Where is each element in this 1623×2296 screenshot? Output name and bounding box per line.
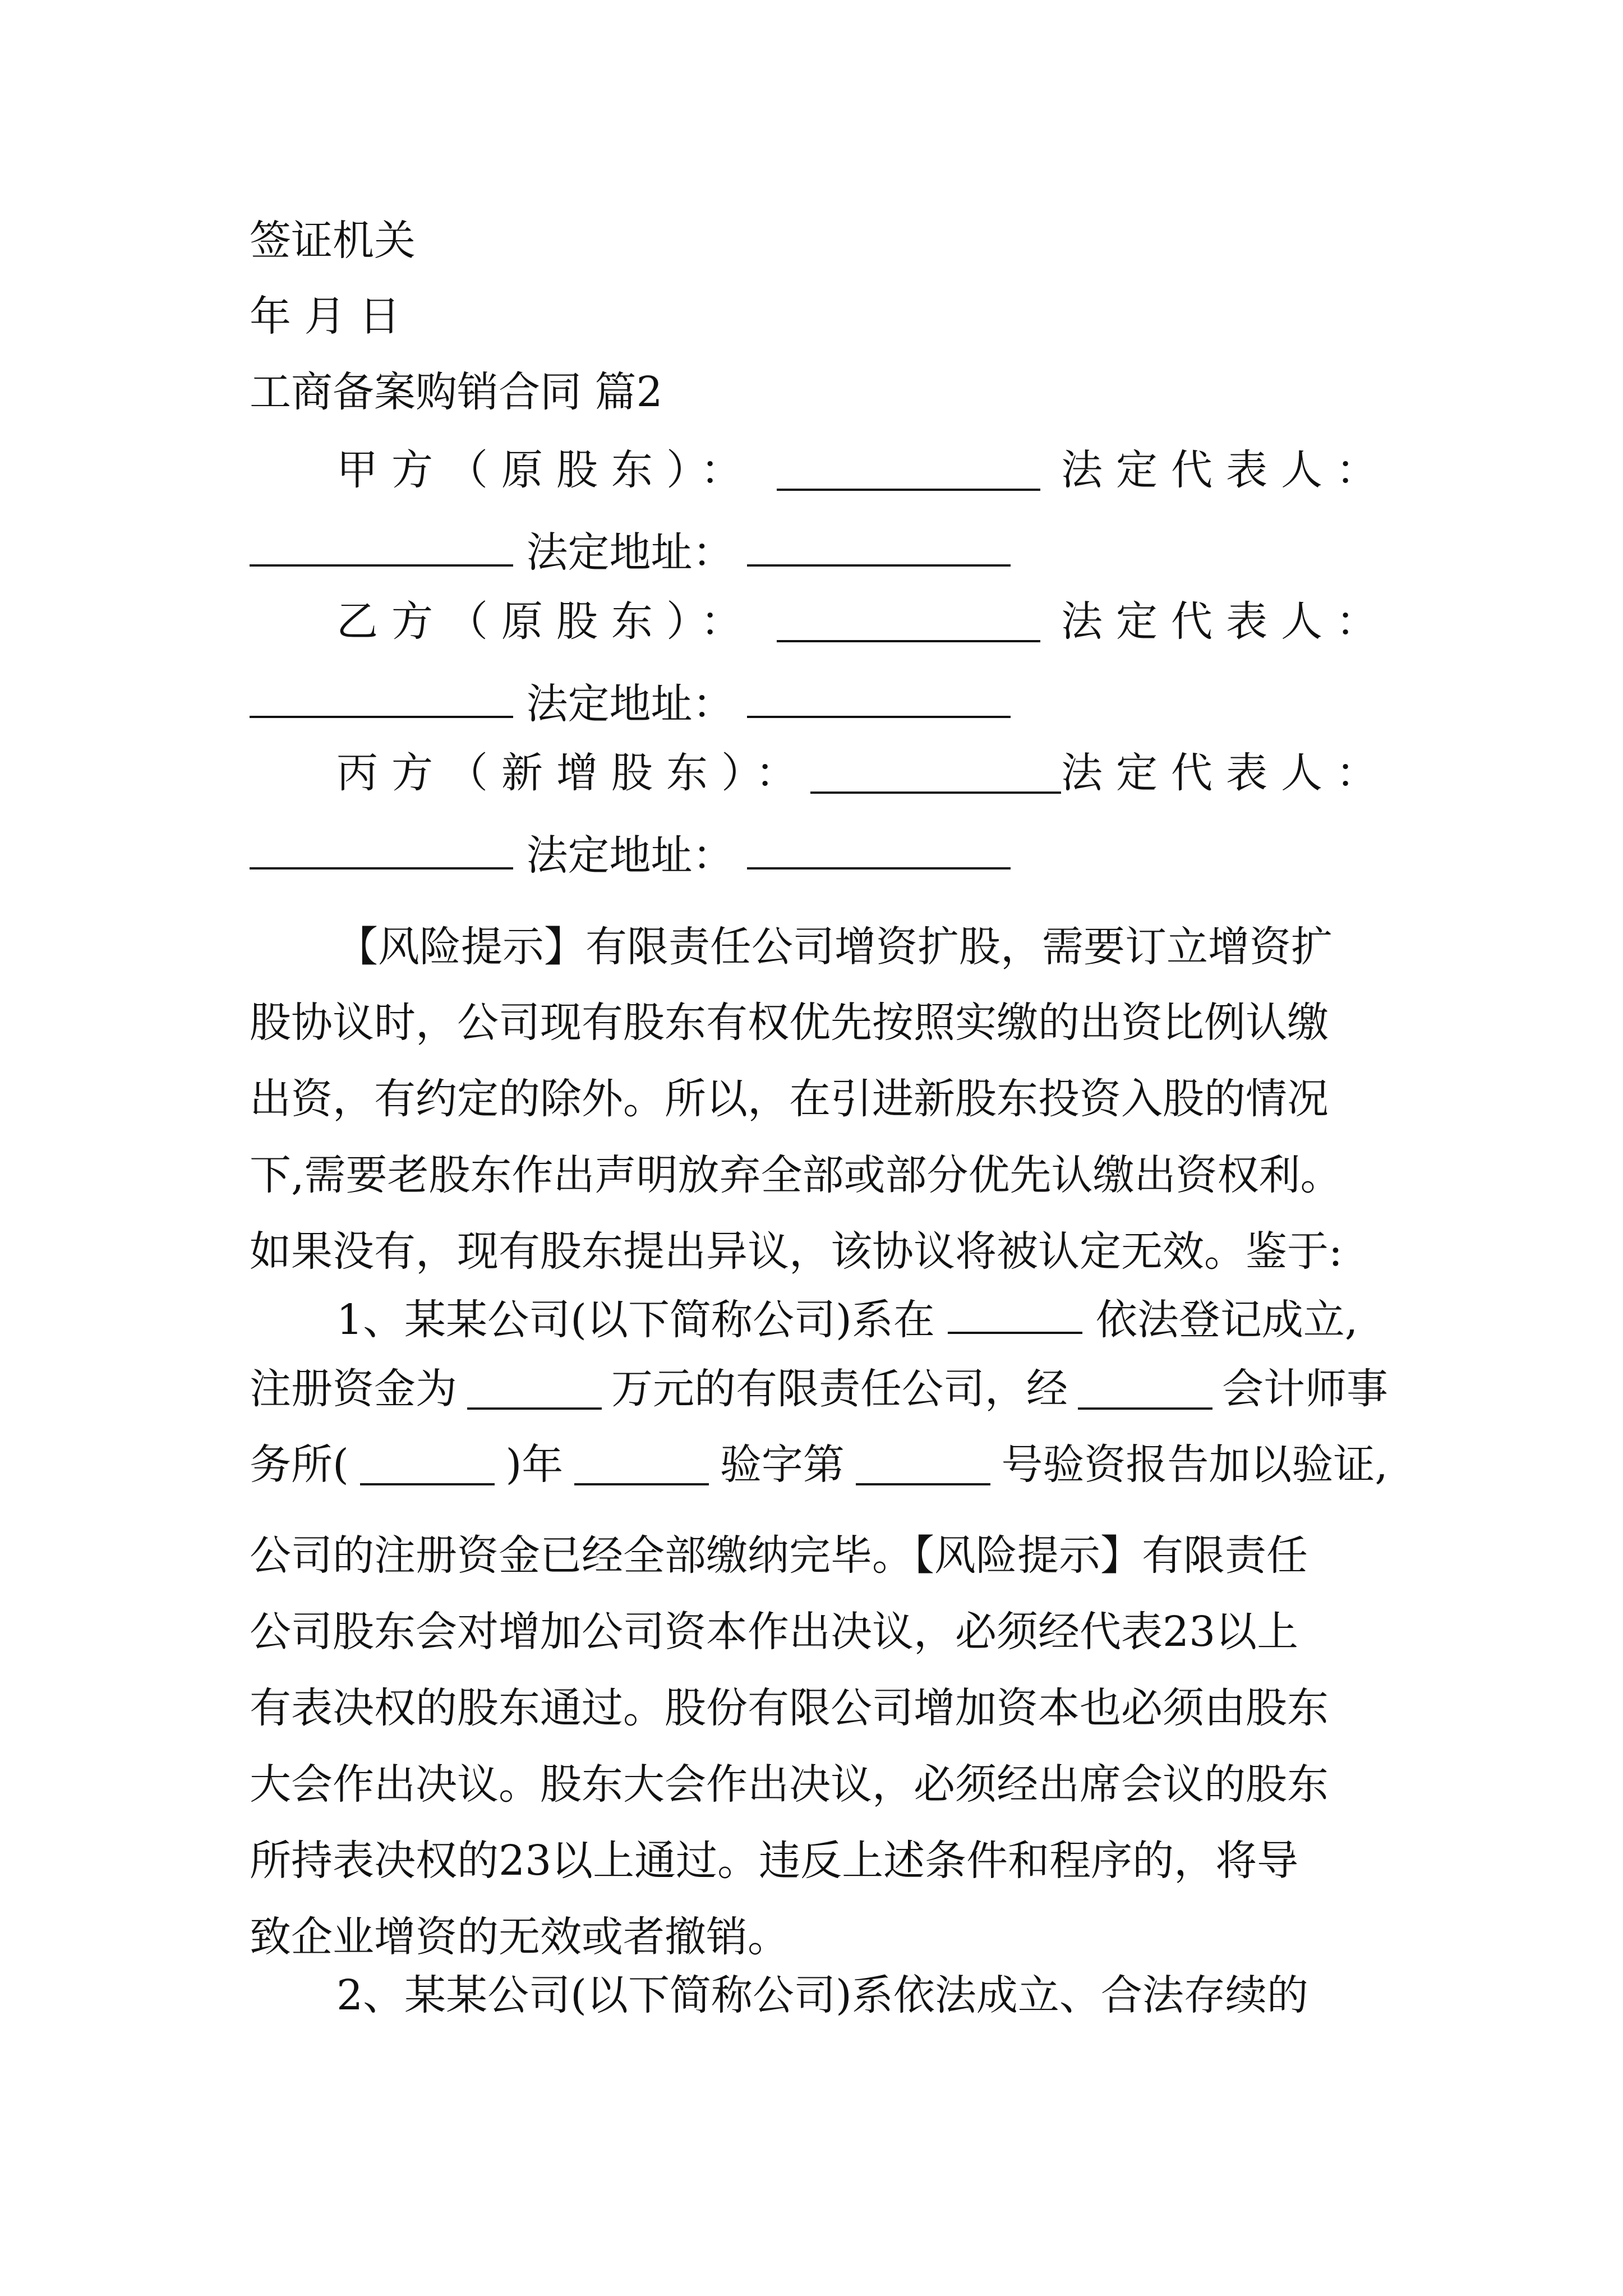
risk-paragraph-1-line-2: 股协议时，公司现有股东有权优先按照实缴的出资比例认缴	[250, 999, 1329, 1047]
clause-1-accounting-firm-blank	[1078, 1366, 1212, 1410]
clause-1-verification-blank	[574, 1442, 709, 1485]
clause-1-year-text: )年	[505, 1441, 564, 1489]
party-a-address-blank	[747, 523, 1011, 567]
party-c-address-line	[250, 826, 1388, 880]
clause-1-registered-capital-label: 注册资金为	[250, 1365, 457, 1413]
party-b-address-label: 法定地址：	[526, 680, 734, 728]
party-c-name-blank	[810, 750, 1061, 794]
party-b-representative-blank	[250, 674, 513, 718]
clause-1-line-1	[336, 1290, 1475, 1344]
date-line: 年 月 日	[250, 292, 401, 341]
party-a-representative-blank	[250, 523, 513, 567]
clause-1-line-8: 所持表决权的23以上通过。违反上述条件和程序的，将导	[250, 1837, 1299, 1885]
party-c-address-label: 法定地址：	[526, 831, 734, 880]
risk-paragraph-1-line-3: 出资，有约定的除外。所以，在引进新股东投资入股的情况	[250, 1075, 1329, 1123]
party-a-name-blank	[777, 447, 1040, 491]
clause-1-line-7: 大会作出决议。股东大会作出决议，必须经出席会议的股东	[250, 1760, 1329, 1809]
party-a-line	[336, 446, 1391, 494]
party-b-representative-label: 法定代表人：	[1061, 597, 1391, 646]
party-c-representative-label: 法定代表人：	[1061, 749, 1391, 797]
party-a-address-line	[250, 523, 1388, 577]
clause-1-report-text: 号验资报告加以验证,	[1001, 1441, 1388, 1489]
party-b-label: 乙方（原股东）：	[336, 597, 755, 646]
clause-1-location-blank	[948, 1290, 1082, 1334]
clause-1-verification-label: 验字第	[720, 1441, 845, 1489]
party-b-address-blank	[747, 674, 1011, 718]
clause-2-line-1: 2、某某公司(以下简称公司)系依法成立、合法存续的	[336, 1971, 1308, 2019]
risk-paragraph-1	[336, 909, 1332, 985]
clause-1-remaining-text	[250, 1517, 1329, 1975]
clause-1-year-code-blank	[360, 1442, 495, 1485]
clause-1-line-3	[250, 1441, 1388, 1489]
party-c-line	[336, 749, 1391, 797]
clause-1-text-part-2: 依法登记成立,	[1095, 1296, 1358, 1344]
clause-1-line-5: 公司股东会对增加公司资本作出决议，必须经代表23以上	[250, 1608, 1299, 1656]
clause-1-line-6: 有表决权的股东通过。股份有限公司增加资本也必须由股东	[250, 1684, 1329, 1732]
signing-authority-line: 签证机关	[250, 217, 416, 265]
party-c-label: 丙方（新增股东）：	[336, 749, 810, 797]
risk-paragraph-1-line-1: 【风险提示】有限责任公司增资扩股，需要订立增资扩	[336, 923, 1332, 971]
party-c-address-blank	[747, 826, 1011, 869]
clause-1-line-4: 公司的注册资金已经全部缴纳完毕。【风险提示】有限责任	[250, 1531, 1308, 1580]
party-a-representative-label: 法定代表人：	[1061, 446, 1391, 494]
risk-paragraph-1-line-5: 如果没有，现有股东提出异议，该协议将被认定无效。鉴于:	[250, 1227, 1343, 1276]
contract-title-line: 工商备案购销合同 篇2	[250, 368, 663, 416]
clause-1-company-type-text: 万元的有限责任公司，经	[611, 1365, 1068, 1413]
clause-1-registered-capital-blank	[467, 1366, 602, 1410]
risk-paragraph-1-line-4: 下,需要老股东作出声明放弃全部或部分优先认缴出资权利。	[250, 1151, 1342, 1199]
party-a-address-label: 法定地址：	[526, 528, 734, 577]
party-c-representative-blank	[250, 826, 513, 869]
party-b-line	[336, 597, 1391, 646]
clause-1-firm-prefix: 务所(	[250, 1441, 349, 1489]
clause-1-text-part-1: 1、某某公司(以下简称公司)系在	[336, 1296, 935, 1344]
clause-1-line-9: 致企业增资的无效或者撤销。	[250, 1913, 789, 1961]
clause-1-accounting-firm-label: 会计师事	[1222, 1365, 1388, 1413]
party-b-address-line	[250, 674, 1388, 728]
risk-paragraph-1-continued	[250, 984, 1343, 1290]
clause-1-report-number-blank	[856, 1442, 990, 1485]
party-a-label: 甲方（原股东）：	[336, 446, 755, 494]
clause-1-line-2	[250, 1365, 1388, 1413]
party-b-name-blank	[777, 599, 1040, 642]
